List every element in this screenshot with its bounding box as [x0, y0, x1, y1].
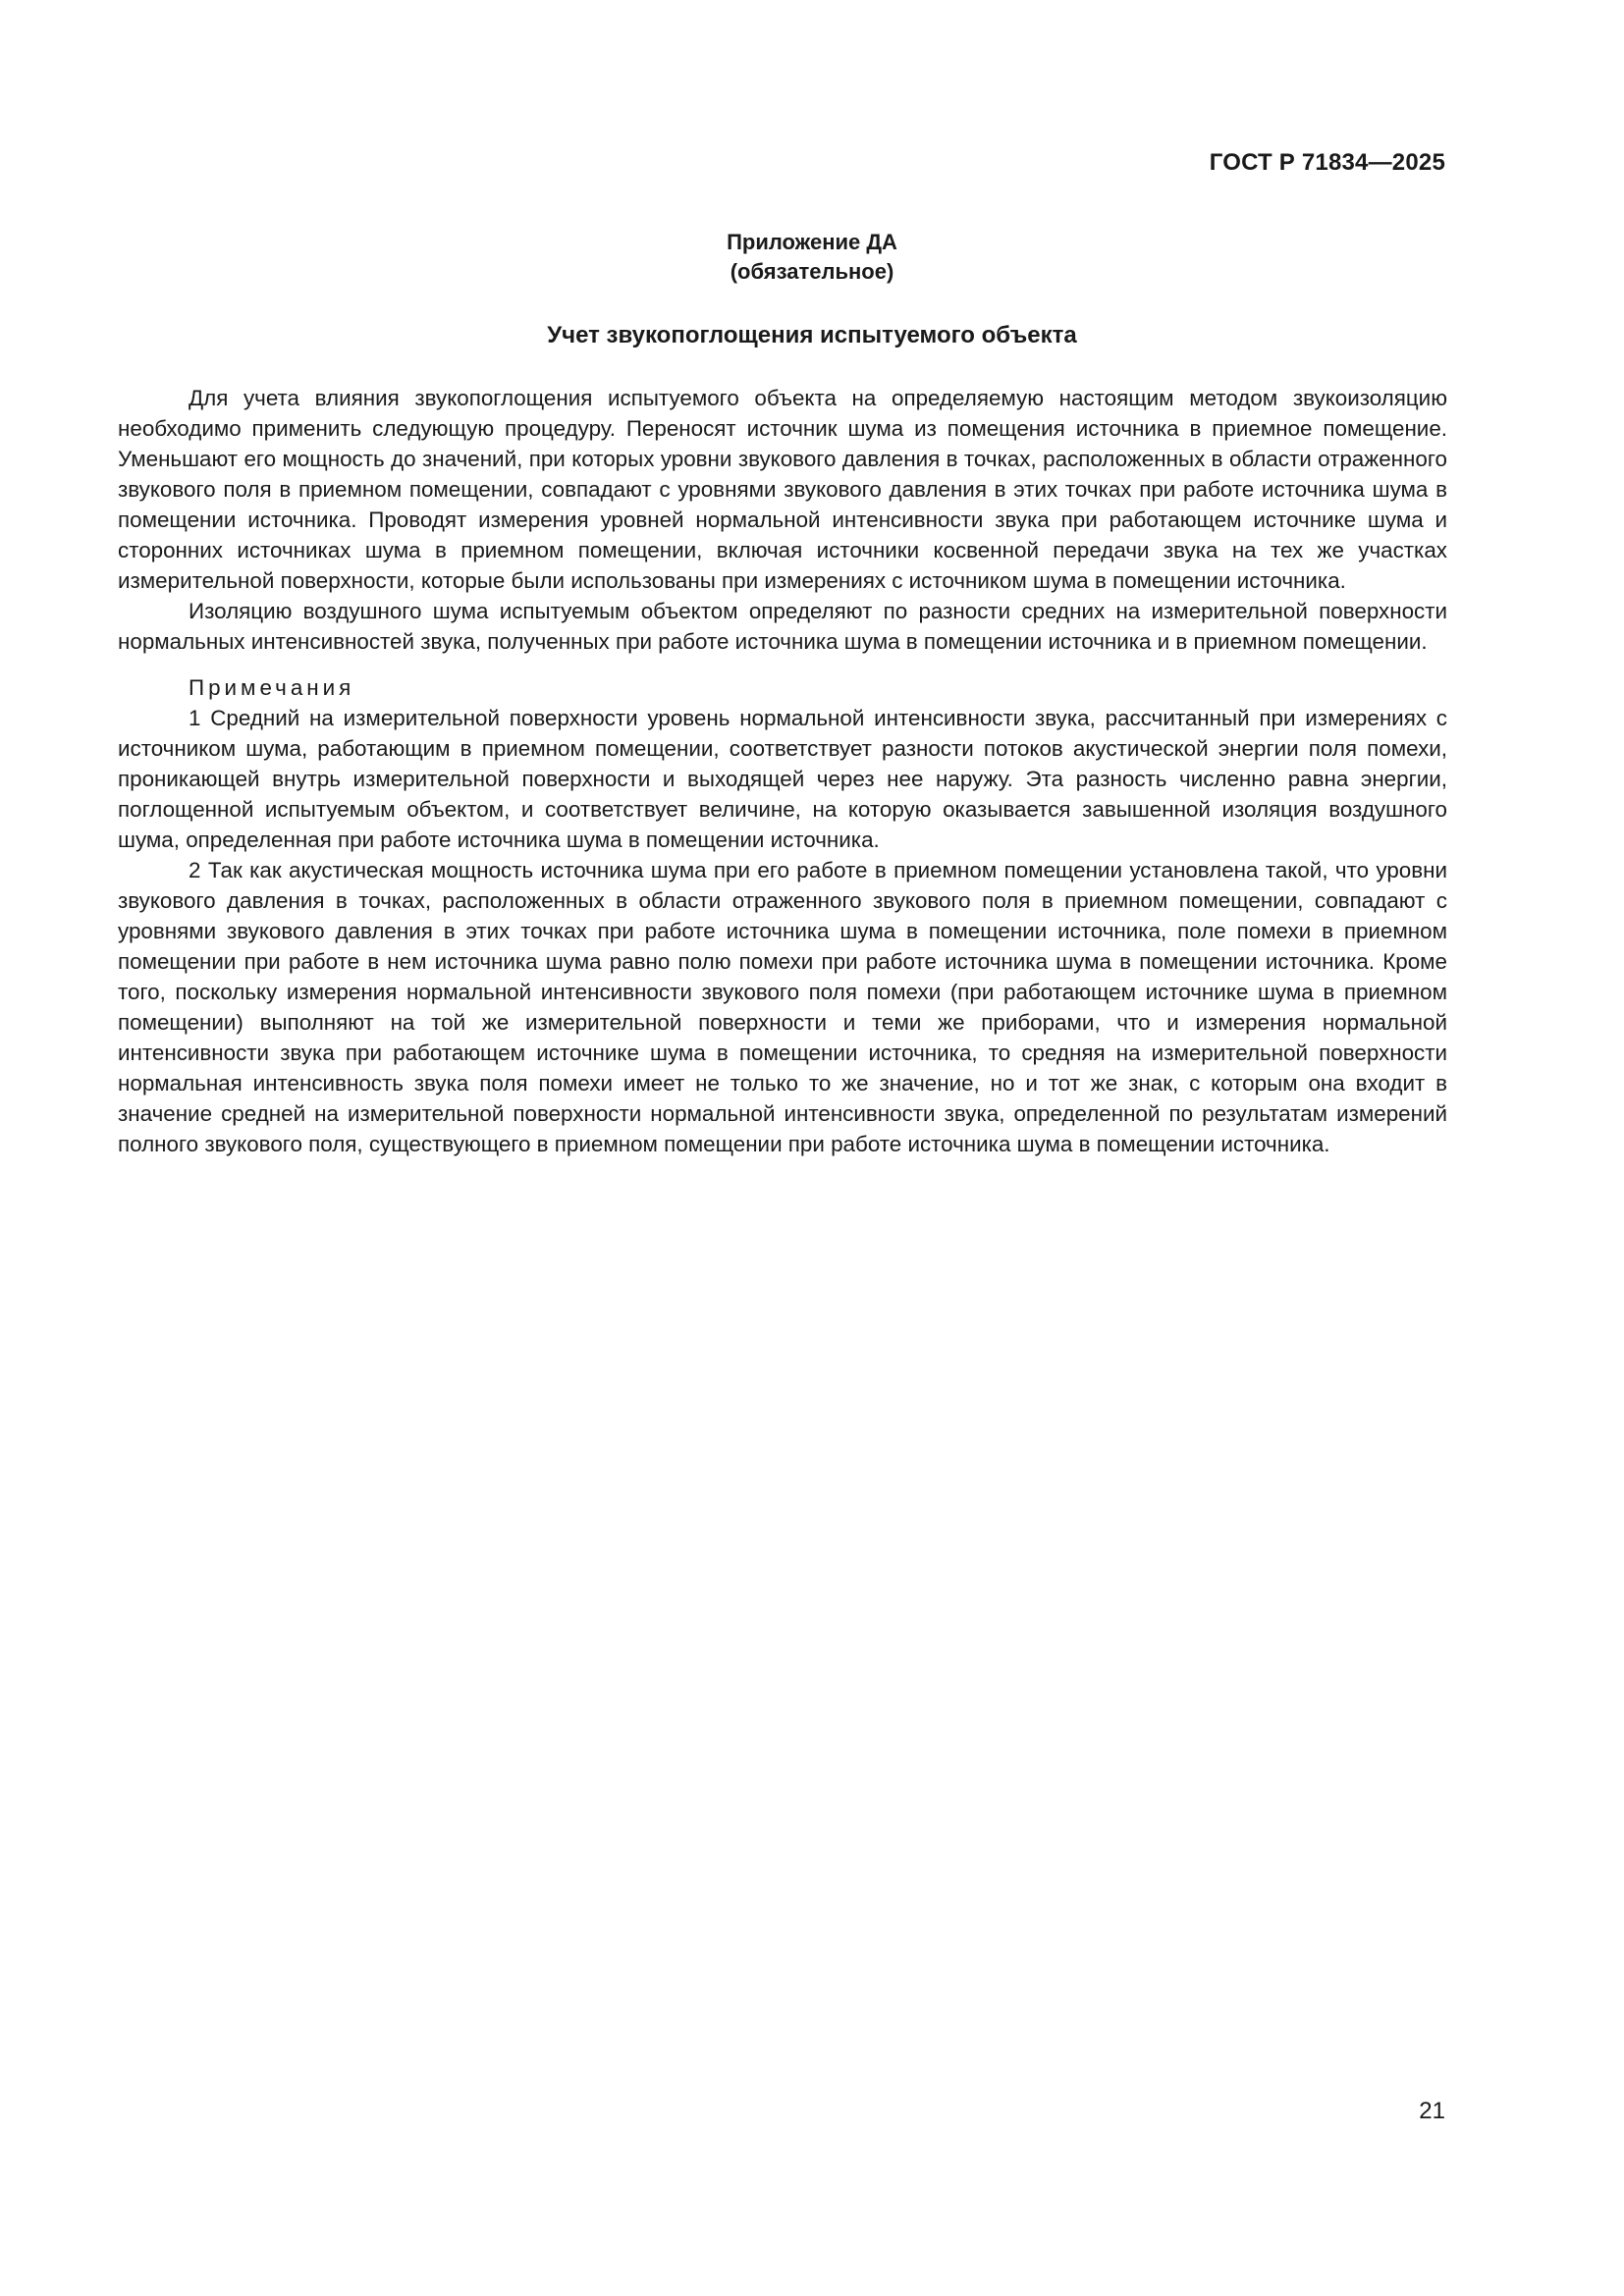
page-number: 21 [1419, 2098, 1445, 2124]
body-paragraph: Изоляцию воздушного шума испытуемым объектом определяют по разности средних на измерительной поверхности нормальных интенсивностей звука, полученных при работе источника шума в помещении источника и в приемном помещении. [118, 599, 1447, 654]
appendix-status: (обязательное) [730, 259, 894, 284]
body-paragraph: Для учета влияния звукопоглощения испытуемого объекта на определяемую настоящим методом звукоизоляцию необходимо применить следующую процедуру. Переносят источник шума из помещения источника в приемное помещение. Уменьшают его мощность до значений, при которых уровни звукового давления в точках, расположенных в области отраженного звукового поля в приемном помещении, совпадают с уровнями звукового давления в этих точках при работе источника шума в помещении источника. Проводят измерения уровней нормальной интенсивности звука при работающем источнике шума и сторонних источниках шума в приемном помещении, включая источники косвенной передачи звука на тех же участках измерительной поверхности, которые были использованы при измерениях с источником шума в помещении источника. [118, 386, 1447, 593]
appendix-body [118, 383, 1447, 1159]
appendix-label: Приложение ДА [727, 230, 897, 254]
document-code: ГОСТ Р 71834—2025 [1209, 149, 1445, 176]
note-item: 2 Так как акустическая мощность источника шума при его работе в приемном помещении установлена такой, что уровни звукового давления в точках, расположенных в области отраженного звукового поля в приемном помещении, совпадают с уровнями звукового давления в этих точках при работе источника шума в помещении источника, поле помехи в приемном помещении при работе в нем источника шума равно полю помехи при работе источника шума в помещении источника. Кроме того, поскольку измерения нормальной интенсивности звукового поля помехи (при работающем источнике шума в приемном помещении) выполняют на той же измерительной поверхности и теми же приборами, что и измерения нормальной интенсивности звука при работающем источнике шума в помещении источника, то средняя на измерительной поверхности нормальная интенсивность звука поля помехи имеет не только то же значение, но и тот же знак, с которым она входит в значение средней на измерительной поверхности нормальной интенсивности звука, определенной по результатам измерений полного звукового поля, существующего в приемном помещении при работе источника шума в помещении источника. [118, 858, 1447, 1156]
appendix-title: Учет звукопоглощения испытуемого объекта [547, 322, 1077, 348]
appendix-heading [0, 228, 1624, 287]
note-item: 1 Средний на измерительной поверхности уровень нормальной интенсивности звука, рассчитанный при измерениях с источником шума, работающим в приемном помещении, соответствует разности потоков акустической энергии поля помехи, проникающей внутрь измерительной поверхности и выходящей через нее наружу. Эта разность численно равна энергии, поглощенной испытуемым объектом, и соответствует величине, на которую оказывается завышенной изоляция воздушного шума, определенная при работе источника шума в помещении источника. [118, 706, 1447, 852]
notes-heading: Примечания [189, 675, 355, 700]
